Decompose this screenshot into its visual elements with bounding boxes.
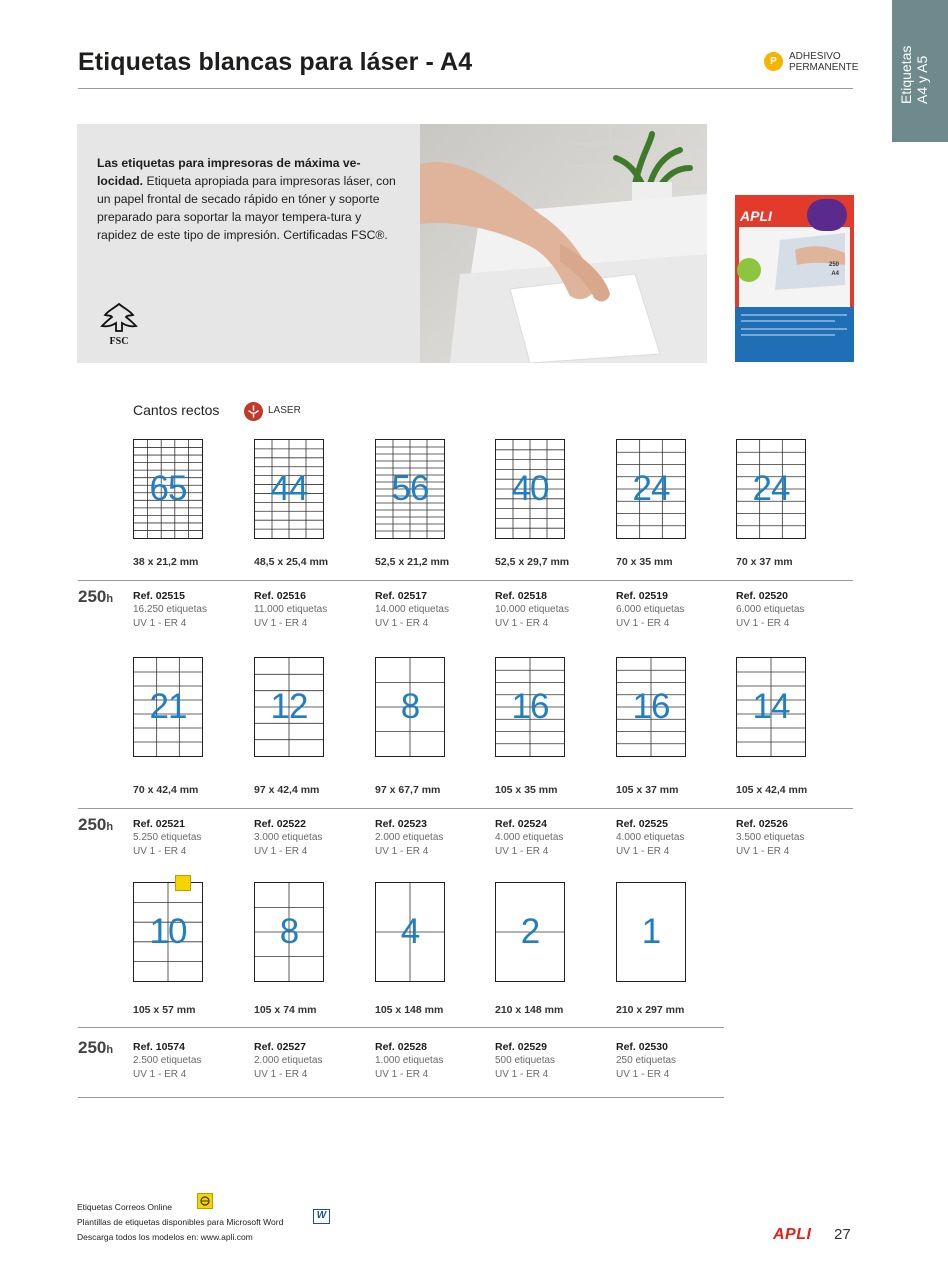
label-quantity: 11.000 etiquetas	[254, 604, 328, 615]
adhesive-label-line2: PERMANENTE	[789, 62, 859, 73]
label-dimensions: 105 x 57 mm	[133, 1004, 196, 1016]
packaging-units: UV 1 - ER 4	[133, 1069, 187, 1080]
labels-per-sheet: 8	[400, 687, 420, 726]
label-dimensions: 48,5 x 25,4 mm	[254, 556, 329, 568]
product-reference: Ref. 02528	[375, 1041, 427, 1053]
labels-per-sheet: 16	[632, 687, 670, 726]
footer-download-line: Descarga todos los modelos en: www.apli.com	[77, 1232, 253, 1242]
packaging-units: UV 1 - ER 4	[375, 846, 429, 857]
label-dimensions: 97 x 67,7 mm	[375, 784, 441, 796]
label-dimensions: 70 x 37 mm	[736, 556, 793, 568]
labels-per-sheet: 40	[511, 469, 549, 508]
product-reference: Ref. 02521	[133, 818, 185, 830]
packaging-units: UV 1 - ER 4	[254, 846, 308, 857]
row-divider	[78, 580, 853, 581]
pack-size-unit: h	[106, 1044, 114, 1056]
fsc-text: FSC	[109, 336, 129, 347]
pack-size	[78, 1038, 113, 1058]
product-reference: Ref. 02526	[736, 818, 788, 830]
label-quantity: 4.000 etiquetas	[495, 832, 564, 843]
label-dimensions: 38 x 21,2 mm	[133, 556, 199, 568]
label-quantity: 500 etiquetas	[495, 1055, 556, 1066]
label-quantity: 10.000 etiquetas	[495, 604, 569, 615]
label-quantity: 5.250 etiquetas	[133, 832, 202, 843]
label-dimensions: 97 x 42,4 mm	[254, 784, 320, 796]
package-brand-text: APLI	[740, 208, 772, 224]
label-quantity: 4.000 etiquetas	[616, 832, 685, 843]
packaging-units: UV 1 - ER 4	[616, 618, 670, 629]
package-size-text: A4	[831, 271, 839, 277]
permanent-adhesive-badge: P	[764, 52, 783, 71]
side-tab-text	[898, 46, 930, 104]
row-divider	[78, 808, 853, 809]
product-reference: Ref. 02518	[495, 590, 547, 602]
label-dimensions: 105 x 148 mm	[375, 1004, 444, 1016]
label-quantity: 2.000 etiquetas	[375, 832, 444, 843]
packaging-units: UV 1 - ER 4	[616, 1069, 670, 1080]
label-quantity: 3.500 etiquetas	[736, 832, 805, 843]
label-quantity: 1.000 etiquetas	[375, 1055, 444, 1066]
intro-panel	[77, 124, 420, 363]
label-quantity: 2.000 etiquetas	[254, 1055, 323, 1066]
pack-size	[78, 587, 113, 607]
packaging-units: UV 1 - ER 4	[616, 846, 670, 857]
packaging-units: UV 1 - ER 4	[254, 1069, 308, 1080]
packaging-units: UV 1 - ER 4	[495, 618, 549, 629]
packaging-units: UV 1 - ER 4	[254, 618, 308, 629]
pack-size-number: 250	[78, 587, 107, 606]
product-reference: Ref. 02517	[375, 590, 427, 602]
labels-per-sheet: 10	[149, 912, 187, 951]
correos-icon	[197, 1193, 213, 1209]
label-sheet-diagram	[495, 657, 565, 757]
product-reference: Ref. 02530	[616, 1041, 668, 1053]
labels-per-sheet: 12	[270, 687, 308, 726]
label-quantity: 6.000 etiquetas	[736, 604, 805, 615]
label-quantity: 14.000 etiquetas	[375, 604, 449, 615]
product-reference: Ref. 02515	[133, 590, 185, 602]
label-dimensions: 210 x 148 mm	[495, 1004, 564, 1016]
label-sheet-diagram	[254, 882, 324, 982]
row-divider	[78, 1027, 724, 1028]
microsoft-word-icon: W	[313, 1209, 330, 1224]
packaging-units: UV 1 - ER 4	[495, 846, 549, 857]
label-quantity: 16.250 etiquetas	[133, 604, 207, 615]
label-sheet-diagram	[254, 657, 324, 757]
labels-per-sheet: 4	[400, 912, 420, 951]
pack-size-number: 250	[78, 815, 107, 834]
intro-text	[97, 154, 397, 244]
pack-size-unit: h	[106, 821, 114, 833]
product-reference: Ref. 10574	[133, 1041, 185, 1053]
brand-logo: APLI	[773, 1226, 812, 1243]
table-bottom-divider	[78, 1097, 724, 1098]
label-sheet-diagram	[736, 439, 806, 539]
adhesive-label-line1: ADHESIVO	[789, 51, 841, 62]
adhesive-label	[789, 51, 858, 73]
side-tab	[892, 0, 948, 142]
pack-size-unit: h	[106, 593, 114, 605]
label-sheet-diagram	[375, 882, 445, 982]
label-quantity: 250 etiquetas	[616, 1055, 677, 1066]
label-dimensions: 70 x 42,4 mm	[133, 784, 199, 796]
pack-size	[78, 815, 113, 835]
product-reference: Ref. 02520	[736, 590, 788, 602]
label-sheet-diagram	[133, 882, 203, 982]
label-sheet-diagram	[254, 439, 324, 539]
intro-body-text: Etiqueta apropiada para impresoras láser, con un papel frontal de secado rápido en tóner y soporte preparado para soportar la mayor tempera-tura y rapidez de este tipo de impresión. Certificadas FSC®.	[97, 174, 396, 242]
labels-per-sheet: 2	[520, 912, 540, 951]
side-tab-line2: A4 y A5	[914, 55, 930, 104]
product-reference: Ref. 02529	[495, 1041, 547, 1053]
product-package-image	[735, 195, 854, 362]
label-dimensions: 70 x 35 mm	[616, 556, 673, 568]
labels-per-sheet: 16	[511, 687, 549, 726]
label-quantity: 6.000 etiquetas	[616, 604, 685, 615]
product-reference: Ref. 02523	[375, 818, 427, 830]
labels-per-sheet: 21	[149, 687, 187, 726]
labels-per-sheet: 65	[149, 469, 187, 508]
product-reference: Ref. 02522	[254, 818, 306, 830]
label-sheet-diagram	[133, 439, 203, 539]
footer-correos-line: Etiquetas Correos Online	[77, 1202, 172, 1212]
product-reference: Ref. 02527	[254, 1041, 306, 1053]
packaging-units: UV 1 - ER 4	[495, 1069, 549, 1080]
side-tab-line1: Etiquetas	[898, 45, 914, 104]
label-quantity: 2.500 etiquetas	[133, 1055, 202, 1066]
label-dimensions: 105 x 42,4 mm	[736, 784, 808, 796]
packaging-units: UV 1 - ER 4	[736, 846, 790, 857]
labels-per-sheet: 8	[279, 912, 299, 951]
package-count-text: 250	[828, 262, 839, 268]
label-sheet-diagram	[616, 882, 686, 982]
header-divider	[78, 88, 853, 89]
label-dimensions: 52,5 x 29,7 mm	[495, 556, 570, 568]
printer-photo	[420, 124, 707, 363]
packaging-units: UV 1 - ER 4	[133, 618, 187, 629]
section-label: Cantos rectos	[133, 402, 220, 418]
page-title: Etiquetas blancas para láser - A4	[78, 48, 473, 76]
label-sheet-diagram	[495, 439, 565, 539]
packaging-units: UV 1 - ER 4	[375, 1069, 429, 1080]
label-sheet-diagram	[616, 439, 686, 539]
label-sheet-diagram	[375, 657, 445, 757]
label-sheet-diagram	[616, 657, 686, 757]
labels-per-sheet: 1	[641, 912, 661, 951]
product-reference: Ref. 02516	[254, 590, 306, 602]
laser-icon	[244, 402, 263, 421]
correos-badge-icon	[175, 875, 191, 891]
labels-per-sheet: 44	[270, 469, 308, 508]
labels-per-sheet: 24	[632, 469, 670, 508]
laser-tag: LASER	[268, 405, 301, 416]
packaging-units: UV 1 - ER 4	[736, 618, 790, 629]
intro-bold-text: Las etiquetas para impresoras de máxima ve-locidad.	[97, 156, 361, 188]
product-reference: Ref. 02524	[495, 818, 547, 830]
pack-size-number: 250	[78, 1038, 107, 1057]
product-reference: Ref. 02525	[616, 818, 668, 830]
labels-per-sheet: 14	[752, 687, 790, 726]
packaging-units: UV 1 - ER 4	[375, 618, 429, 629]
packaging-units: UV 1 - ER 4	[133, 846, 187, 857]
label-sheet-diagram	[133, 657, 203, 757]
label-dimensions: 105 x 35 mm	[495, 784, 558, 796]
footer-word-line: Plantillas de etiquetas disponibles para Microsoft Word	[77, 1217, 284, 1227]
label-sheet-diagram	[375, 439, 445, 539]
label-dimensions: 210 x 297 mm	[616, 1004, 685, 1016]
label-dimensions: 52,5 x 21,2 mm	[375, 556, 450, 568]
labels-per-sheet: 56	[391, 469, 429, 508]
product-reference: Ref. 02519	[616, 590, 668, 602]
page-number: 27	[834, 1226, 851, 1243]
label-dimensions: 105 x 74 mm	[254, 1004, 317, 1016]
label-sheet-diagram	[736, 657, 806, 757]
fsc-logo-icon	[99, 301, 139, 347]
label-dimensions: 105 x 37 mm	[616, 784, 679, 796]
labels-per-sheet: 24	[752, 469, 790, 508]
label-sheet-diagram	[495, 882, 565, 982]
label-quantity: 3.000 etiquetas	[254, 832, 323, 843]
